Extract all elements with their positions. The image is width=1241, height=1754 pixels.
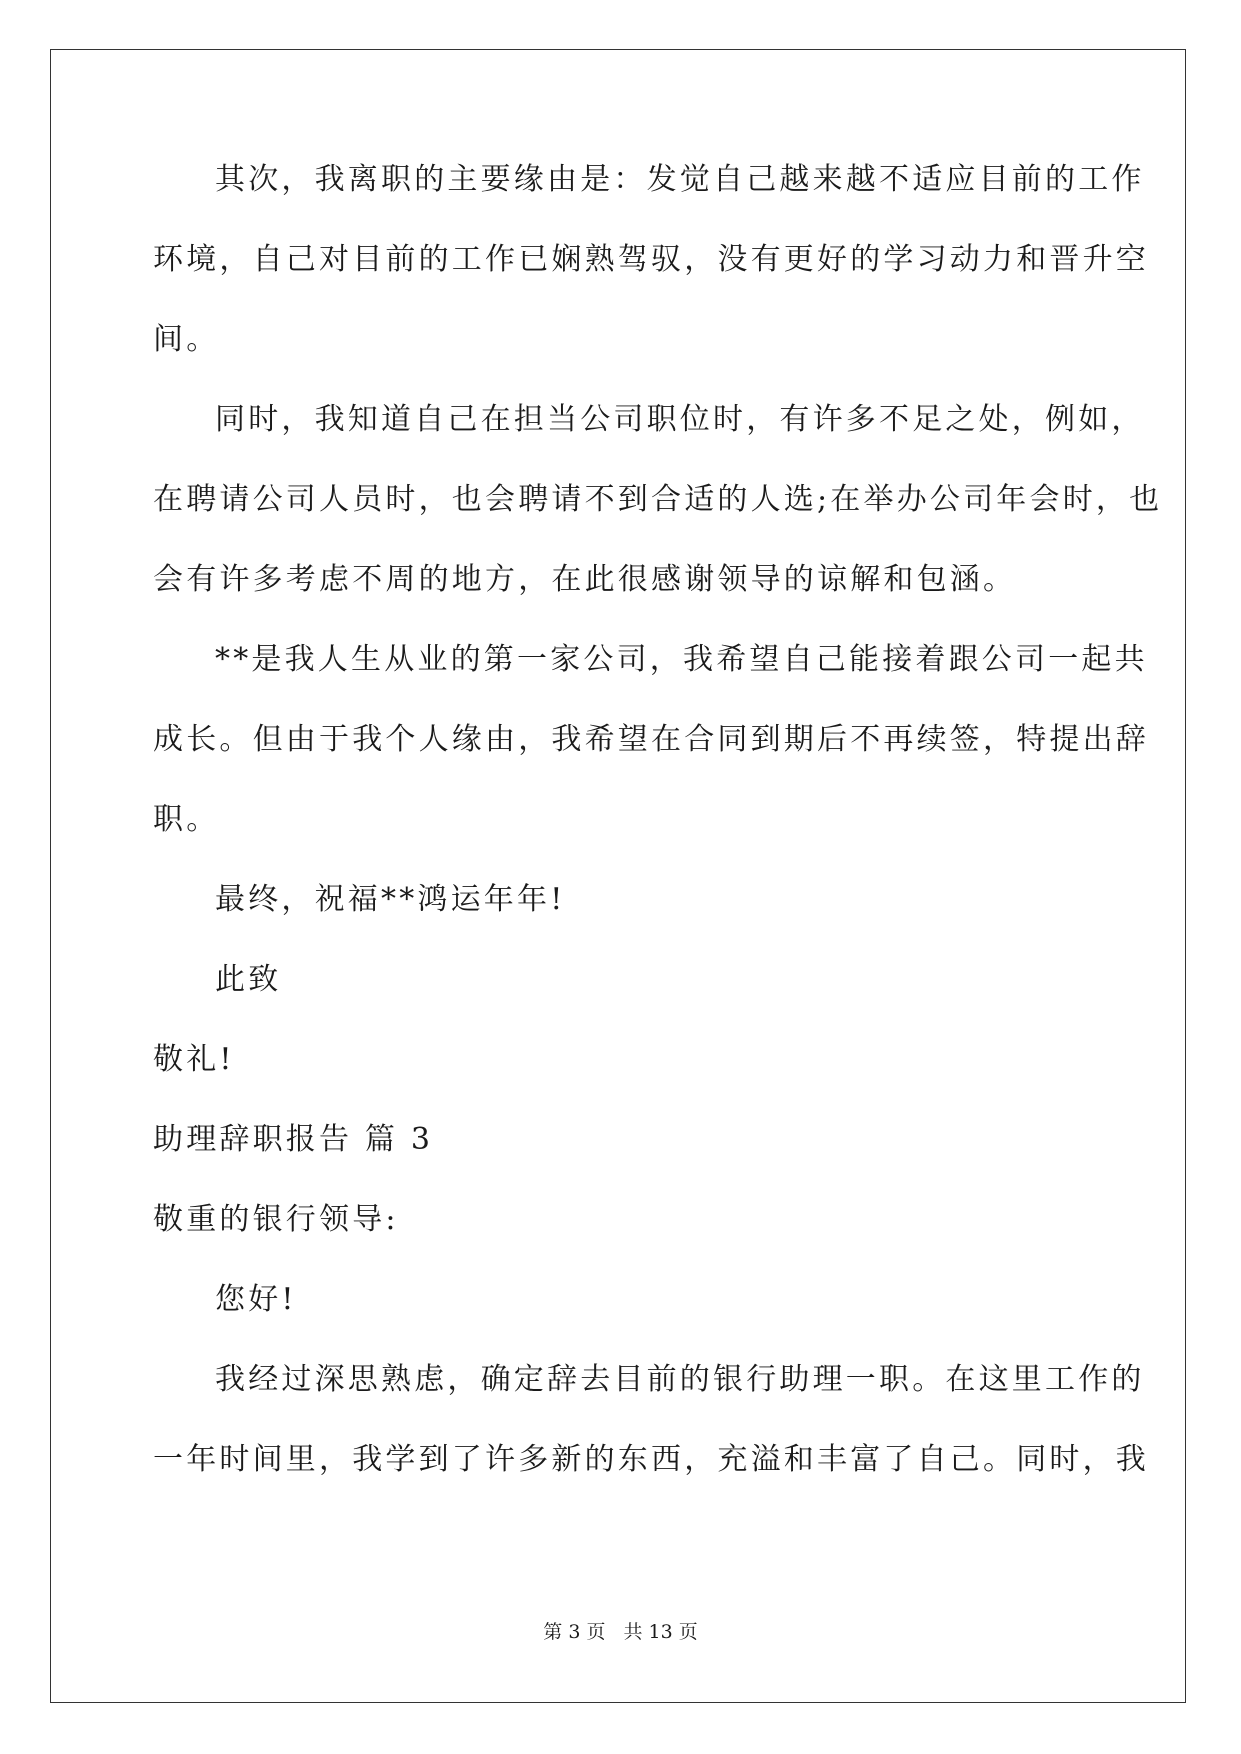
page-footer	[0, 1620, 1241, 1644]
paragraph-line: 职。	[153, 802, 220, 837]
closing-wish: 最终，祝福**鸿运年年!	[215, 882, 566, 917]
paragraph-line: 成长。但由于我个人缘由，我希望在合同到期后不再续签，特提出辞	[153, 722, 1149, 757]
closing-regards: 敬礼!	[153, 1042, 235, 1077]
paragraph-line: **是我人生从业的第一家公司，我希望自己能接着跟公司一起共	[215, 642, 1148, 677]
section-heading: 助理辞职报告 篇 3	[153, 1122, 434, 1157]
letter-greeting: 您好!	[215, 1282, 297, 1317]
paragraph-line: 同时，我知道自己在担当公司职位时，有许多不足之处，例如，	[215, 402, 1145, 437]
paragraph-line: 我经过深思熟虑，确定辞去目前的银行助理一职。在这里工作的	[215, 1362, 1145, 1397]
paragraph-line: 其次，我离职的主要缘由是：发觉自己越来越不适应目前的工作	[215, 162, 1145, 197]
paragraph-line: 一年时间里，我学到了许多新的东西，充溢和丰富了自己。同时，我	[153, 1442, 1149, 1477]
page-number: 第 3 页	[543, 1621, 606, 1643]
paragraph-line: 间。	[153, 322, 220, 357]
letter-addressee: 敬重的银行领导:	[153, 1202, 399, 1237]
paragraph-line: 环境，自己对目前的工作已娴熟驾驭，没有更好的学习动力和晋升空	[153, 242, 1149, 277]
closing-salutation: 此致	[215, 962, 282, 997]
paragraph-line: 在聘请公司人员时，也会聘请不到合适的人选;在举办公司年会时，也	[153, 482, 1163, 517]
page-total: 共 13 页	[623, 1621, 698, 1643]
paragraph-line: 会有许多考虑不周的地方，在此很感谢领导的谅解和包涵。	[153, 562, 1017, 597]
